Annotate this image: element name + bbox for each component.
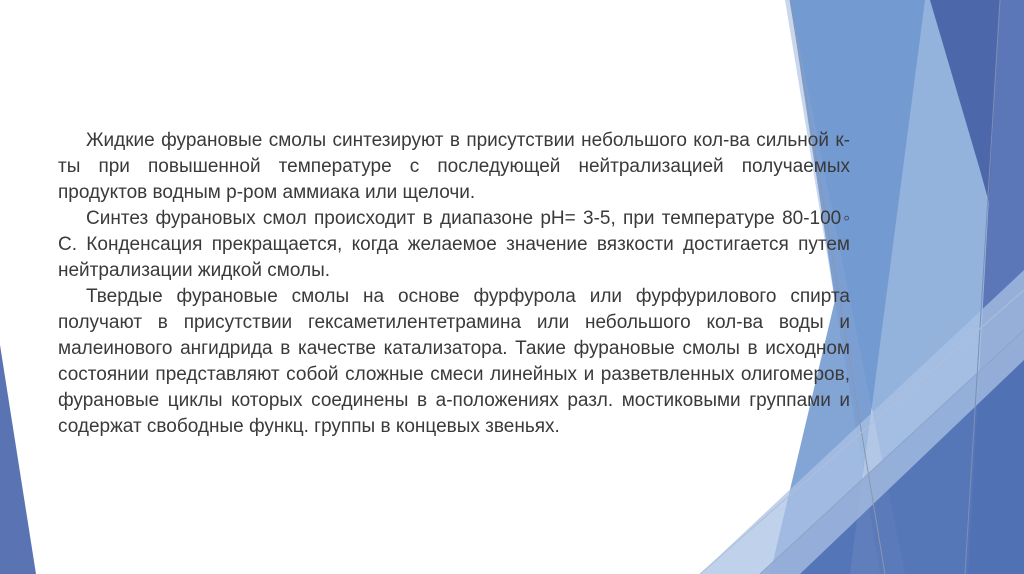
body-text [58,128,850,440]
paragraph-3: Твердые фурановые смолы на основе фурфурола или фурфурилового спирта получают в присутствии гексаметилентетрамина или небольшого кол-ва воды и малеинового ангидрида в качестве катализатора. Такие фурановые смолы в исходном состоянии представляют собой сложные смеси линейных и разветвленных олигомеров, фурановые циклы которых соединены в а-положениях разл. мостиковыми группами и содержат свободные функц. группы в концевых звеньях. [58,286,850,437]
left-accent-shape [0,345,36,574]
paragraph-1: Жидкие фурановые смолы синтезируют в присутствии небольшого кол-ва сильной к-ты при повышенной температуре с последующей нейтрализацией получаемых продуктов водным р-ром аммиака или щелочи. [58,130,850,203]
paragraph-2: Синтез фурановых смол происходит в диапазоне рН= 3-5, при температуре 80-100◦ С. Конденсация прекращается, когда желаемое значение вязкости достигается путем нейтрализации жидкой смолы. [58,208,850,281]
